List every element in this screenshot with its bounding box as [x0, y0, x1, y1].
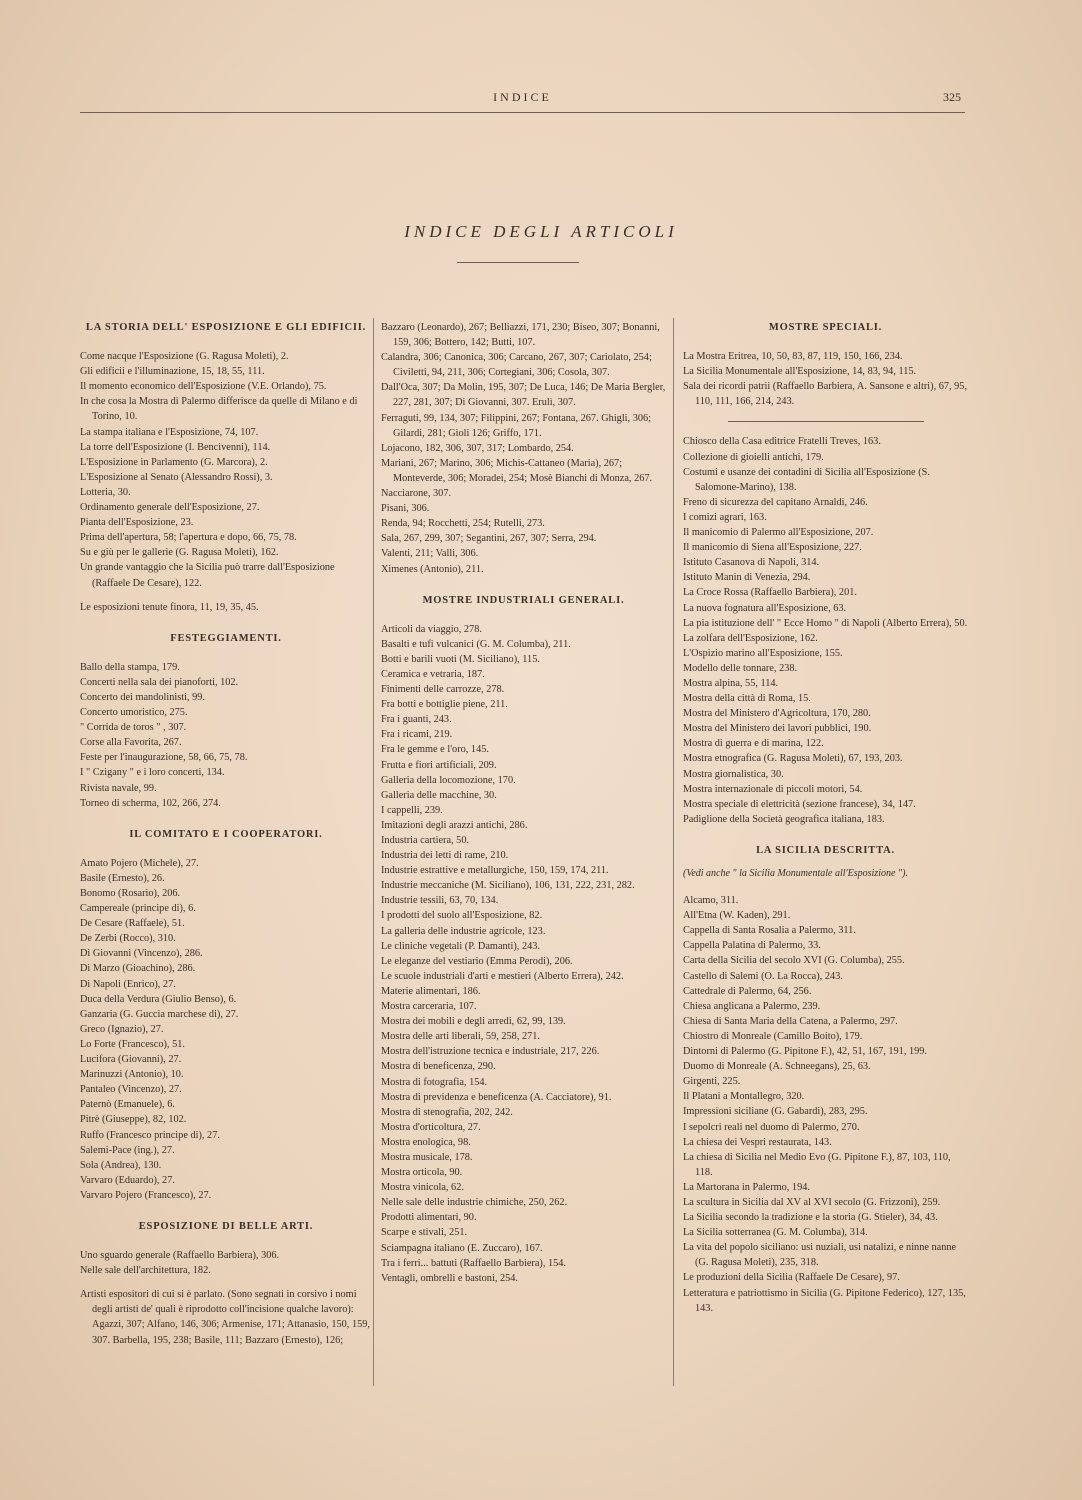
index-entry: Dall'Oca, 307; Da Molin, 195, 307; De Luca, 146; De Maria Bergler, 227, 281, 307; Di Giovanni, 307. Erulì, 307.: [381, 382, 666, 409]
column-divider: [673, 318, 674, 1386]
index-entry: Ordinamento generale dell'Esposizione, 27.: [80, 502, 260, 514]
index-entry: I comizi agrari, 163.: [683, 511, 767, 523]
index-entry: Mostra di fotografia, 154.: [381, 1076, 488, 1088]
index-entry: La Mostra Eritrea, 10, 50, 83, 87, 119, 150, 166, 234.: [683, 351, 903, 363]
main-title: INDICE DEGLI ARTICOLI: [404, 222, 678, 241]
index-entry: Nacciarone, 307.: [381, 488, 452, 500]
index-entry: Mostra speciale di elettricità (sezione francese), 34, 147.: [683, 798, 916, 810]
index-entry: De Cesare (Raffaele), 51.: [80, 918, 185, 930]
index-entry: Come nacque l'Esposizione (G. Ragusa Moleti), 2.: [80, 351, 289, 363]
index-entry: L'Ospizio marino all'Esposizione, 155.: [683, 647, 843, 659]
index-entry: Prima dell'apertura, 58; l'apertura e dopo, 66, 75, 78.: [80, 532, 297, 544]
index-entry: Di Napoli (Enrico), 27.: [80, 978, 176, 990]
index-entry: Frutta e fiori artificiali, 209.: [381, 759, 497, 771]
index-entry: Torneo di scherma, 102, 266, 274.: [80, 797, 221, 809]
index-entry: Modello delle tonnare, 238.: [683, 662, 798, 674]
index-entry: Costumi e usanze dei contadini di Sicilia all'Esposizione (S. Salomone-Marino), 138.: [683, 466, 930, 493]
index-entry: Lojacono, 182, 306, 307, 317; Lombardo, 254.: [381, 442, 574, 454]
index-entry: Mostra vinicola, 62.: [381, 1182, 464, 1194]
index-entry: Valenti, 211; Valli, 306.: [381, 548, 479, 560]
index-entry: Fra botti e bottiglie piene, 211.: [381, 699, 508, 711]
index-entry: Mostra di guerra e di marina, 122.: [683, 738, 824, 750]
index-entry: Istituto Casanova di Napoli, 314.: [683, 557, 820, 569]
section-note: (Vedi anche " la Sicilia Monumentale all'Esposizione ").: [683, 868, 908, 879]
index-entry: Chiosco della Casa editrice Fratelli Treves, 163.: [683, 436, 881, 448]
index-entry: All'Etna (W. Kaden), 291.: [683, 910, 791, 922]
title-rule: [457, 262, 579, 263]
index-entry: Ganzaria (G. Guccia marchese di), 27.: [80, 1008, 239, 1020]
index-entry: I " Czigany " e i loro concerti, 134.: [80, 767, 225, 779]
running-title: INDICE: [493, 90, 552, 104]
index-entry: Pianta dell'Esposizione, 23.: [80, 517, 194, 529]
index-entry: Varvaro Pojero (Francesco), 27.: [80, 1189, 212, 1201]
column-divider: [373, 318, 374, 1386]
index-entry: Le esposizioni tenute finora, 11, 19, 35, 45.: [80, 601, 259, 613]
index-entry: Industria dei letti di rame, 210.: [381, 850, 509, 862]
index-entry: Sciampagna italiano (E. Zuccaro), 167.: [381, 1242, 543, 1254]
index-entry: Salemi-Pace (ing.), 27.: [80, 1144, 175, 1156]
index-entry: Industrie meccaniche (M. Siciliano), 106, 131, 222, 231, 282.: [381, 880, 635, 892]
index-entry: Il Platani a Montallegro, 320.: [683, 1091, 805, 1103]
index-entry: Mostra di stenografia, 202, 242.: [381, 1106, 513, 1118]
index-entry: Renda, 94; Rocchetti, 254; Rutelli, 273.: [381, 518, 545, 530]
index-entry: Mostra d'orticoltura, 27.: [381, 1121, 481, 1133]
index-column-2: [381, 320, 666, 1286]
section-title: FESTEGGIAMENTI.: [170, 632, 282, 644]
index-entry: Mostra della città di Roma, 15.: [683, 693, 811, 705]
index-entry: Padiglione della Società geografica italiana, 183.: [683, 813, 885, 825]
section-title: MOSTRE INDUSTRIALI GENERALI.: [422, 594, 625, 606]
index-entry: Le scuole industriali d'arti e mestieri (Alberto Errera), 242.: [381, 970, 624, 982]
index-entry: Pisani, 306.: [381, 503, 430, 515]
index-entry: Ceramica e vetraria, 187.: [381, 668, 485, 680]
index-entry: Collezione di gioielli antichi, 179.: [683, 451, 824, 463]
index-entry: La chiesa di Sicilia nel Medio Evo (G. Pipitone F.), 87, 103, 110, 118.: [683, 1151, 951, 1178]
index-entry: Mostra del Ministero d'Agricoltura, 170, 280.: [683, 708, 871, 720]
index-entry: Fra le gemme e l'oro, 145.: [381, 744, 489, 756]
index-entry: Cattedrale di Palermo, 64, 256.: [683, 985, 812, 997]
index-entry: Duca della Verdura (Giulio Benso), 6.: [80, 993, 237, 1005]
index-entry: La vita del popolo siciliano: usi nuziali, usi natalizi, e ninne nanne (G. Ragusa Moleti), 235, 318.: [683, 1242, 957, 1269]
index-entry: Corse alla Favorita, 267.: [80, 737, 182, 749]
index-entry: Tra i ferri... battuti (Raffaello Barbiera), 154.: [381, 1257, 567, 1269]
index-entry: Sola (Andrea), 130.: [80, 1159, 162, 1171]
index-entry: Di Giovanni (Vincenzo), 286.: [80, 948, 203, 960]
index-entry: Su e giù per le gallerie (G. Ragusa Moleti), 162.: [80, 547, 279, 559]
index-entry: Alcamo, 311.: [683, 895, 739, 907]
index-entry: Un grande vantaggio che la Sicilia può trarre dall'Esposizione (Raffaele De Cesare), 122.: [80, 562, 335, 589]
index-entry: Mostra giornalistica, 30.: [683, 768, 784, 780]
index-entry: Mostra dei mobili e degli arredi, 62, 99, 139.: [381, 1016, 566, 1028]
index-column-1: [80, 320, 372, 1348]
index-entry: Greco (Ignazio), 27.: [80, 1023, 164, 1035]
index-entry: Nelle sale delle industrie chimiche, 250, 262.: [381, 1197, 568, 1209]
index-entry: La galleria delle industrie agricole, 123.: [381, 925, 546, 937]
index-entry: La Sicilia secondo la tradizione e la storia (G. Stieler), 34, 43.: [683, 1212, 938, 1224]
index-entry: Il manicomio di Siena all'Esposizione, 227.: [683, 542, 862, 554]
index-entry: Mostra di beneficenza, 290.: [381, 1061, 496, 1073]
index-entry: Cappella di Santa Rosalia a Palermo, 311.: [683, 925, 856, 937]
index-entry: Ventagli, ombrelli e bastoni, 254.: [381, 1272, 518, 1284]
index-entry: Pantaleo (Vincenzo), 27.: [80, 1084, 182, 1096]
index-entry: Girgenti, 225.: [683, 1076, 741, 1088]
index-entry: La chiesa dei Vespri restaurata, 143.: [683, 1136, 832, 1148]
section-title: ESPOSIZIONE DI BELLE ARTI.: [138, 1220, 314, 1232]
section-title: IL COMITATO E I COOPERATORI.: [129, 828, 323, 840]
index-entry: Ruffo (Francesco principe di), 27.: [80, 1129, 220, 1141]
index-entry: Finimenti delle carrozze, 278.: [381, 684, 505, 696]
index-entry: Bazzaro (Leonardo), 267; Belliazzi, 171, 230; Biseo, 307; Bonanni, 159, 306; Bottero, 142; Butti, 107.: [381, 322, 660, 349]
index-column-3: [683, 320, 968, 1316]
index-entry: Nelle sale dell'architettura, 182.: [80, 1265, 211, 1277]
index-entry: Il momento economico dell'Esposizione (V.E. Orlando), 75.: [80, 381, 327, 393]
index-entry: Lucifora (Giovanni), 27.: [80, 1054, 182, 1066]
index-entry: Fra i ricami, 219.: [381, 729, 453, 741]
index-entry: Letteratura e patriottismo in Sicilia (G. Pipitone Federico), 127, 135, 143.: [683, 1287, 966, 1314]
index-entry: Mostra del Ministero dei lavori pubblici, 190.: [683, 723, 872, 735]
section-rule: [728, 421, 924, 422]
index-entry: Bonomo (Rosario), 206.: [80, 888, 181, 899]
index-entry: La Martorana in Palermo, 194.: [683, 1181, 810, 1193]
index-entry: Dintorni di Palermo (G. Pipitone F.), 42, 51, 167, 191, 199.: [683, 1046, 928, 1058]
index-entry: Campereale (principe di), 6.: [80, 903, 196, 915]
index-entry: Scarpe e stivali, 251.: [381, 1227, 468, 1239]
index-entry: Amato Pojero (Michele), 27.: [80, 857, 199, 869]
index-entry: Concerti nella sala dei pianoforti, 102.: [80, 676, 239, 688]
index-entry: Chiesa di Santa Maria della Catena, a Palermo, 297.: [683, 1015, 898, 1027]
index-entry: Lo Forte (Francesco), 51.: [80, 1038, 185, 1050]
index-entry: Di Marzo (Gioachino), 286.: [80, 963, 196, 975]
index-entry: Mostra dell'istruzione tecnica e industriale, 217, 226.: [381, 1046, 600, 1058]
index-entry: Mostra delle arti liberali, 59, 258, 271.: [381, 1031, 540, 1043]
index-entry: I prodotti del suolo all'Esposizione, 82.: [381, 910, 543, 922]
index-entry: Galleria delle macchine, 30.: [381, 789, 497, 801]
index-entry: La Sicilia sotterranea (G. M. Columba), 314.: [683, 1227, 868, 1239]
index-entry: Il manicomio di Palermo all'Esposizione, 207.: [683, 527, 874, 539]
index-entry: I cappelli, 239.: [381, 804, 443, 816]
index-entry: Uno sguardo generale (Raffaello Barbiera), 306.: [80, 1250, 280, 1262]
index-entry: Pitrè (Giuseppe), 82, 102.: [80, 1114, 187, 1126]
index-entry: La Sicilia Monumentale all'Esposizione, 14, 83, 94, 115.: [683, 366, 917, 378]
index-entry: Galleria della locomozione, 170.: [381, 774, 516, 786]
index-entry: Le cliniche vegetali (P. Damanti), 243.: [381, 940, 540, 952]
index-entry: Articoli da viaggio, 278.: [381, 623, 482, 635]
index-entry: Materie alimentari, 186.: [381, 985, 481, 997]
index-entry: Carta della Sicilia del secolo XVI (G. Columba), 255.: [683, 955, 905, 967]
index-entry: Fra i guanti, 243.: [381, 714, 452, 726]
index-entry: La zolfara dell'Esposizione, 162.: [683, 632, 818, 644]
index-entry: Mostra etnografica (G. Ragusa Moleti), 67, 193, 203.: [683, 753, 903, 765]
index-entry: Imitazioni degli arazzi antichi, 286.: [381, 819, 528, 831]
index-entry: Industrie tessili, 63, 70, 134.: [381, 895, 499, 907]
index-entry: Ximenes (Antonio), 211.: [381, 563, 484, 575]
section-title: LA SICILIA DESCRITTA.: [756, 844, 895, 856]
index-entry: Marinuzzi (Antonio), 10.: [80, 1069, 184, 1081]
index-entry: Artisti espositori di cui si è parlato. (Sono segnati in corsivo i nomi degli artisti de' quali è riprodotto coll'incisione qualche lavoro): Agazzi, 307; Alfano, 146, 306; Armenise, 171; Attanasio, 150, 159, 307. Barbella, 195, 238; Basile, 111; Bazzaro (Ernesto), 126;: [80, 1289, 370, 1346]
index-entry: La nuova fognatura all'Esposizione, 63.: [683, 602, 847, 614]
index-entry: Duomo di Monreale (A. Schneegans), 25, 63.: [683, 1061, 871, 1073]
running-head: [80, 90, 965, 113]
index-entry: L'Esposizione in Parlamento (G. Marcora), 2.: [80, 456, 268, 468]
index-entry: Calandra, 306; Canonica, 306; Carcano, 267, 307; Cariolato, 254; Civiletti, 94, 211, 306; Cortegiani, 306; Cosola, 307.: [381, 352, 652, 379]
index-entry: Gli edificii e l'illuminazione, 15, 18, 55, 111.: [80, 366, 265, 378]
index-entry: La scultura in Sicilia dal XV al XVI secolo (G. Frizzoni), 259.: [683, 1196, 941, 1208]
index-entry: I sepolcri reali nel duomo di Palermo, 270.: [683, 1121, 860, 1133]
index-entry: La Croce Rossa (Raffaello Barbiera), 201.: [683, 587, 857, 599]
index-entry: Chiesa anglicana a Palermo, 239.: [683, 1000, 821, 1012]
index-entry: Mostra enologica, 98.: [381, 1136, 471, 1148]
index-entry: Le produzioni della Sicilia (Raffaele De Cesare), 97.: [683, 1272, 900, 1284]
index-entry: Mariani, 267; Marino, 306; Michis-Cattaneo (Maria), 267; Monteverde, 306; Moradei, 254; Mosè Bianchi di Monza, 267.: [381, 457, 653, 484]
section-title: MOSTRE SPECIALI.: [768, 322, 883, 333]
index-entry: Castello di Salemi (O. La Rocca), 243.: [683, 970, 843, 982]
index-entry: Ballo della stampa, 179.: [80, 661, 180, 673]
index-entry: Mostra alpina, 55, 114.: [683, 677, 779, 689]
index-entry: Basalti e tufi vulcanici (G. M. Columba), 211.: [381, 638, 571, 650]
index-entry: La pia istituzione dell' " Ecce Homo " di Napoli (Alberto Errera), 50.: [683, 617, 968, 629]
index-entry: Feste per l'inaugurazione, 58, 66, 75, 78.: [80, 752, 248, 764]
index-entry: " Corrida de toros " , 307.: [80, 722, 187, 734]
index-entry: Industrie estrattive e metallurgiche, 150, 159, 174, 211.: [381, 865, 609, 877]
index-entry: Basile (Ernesto), 26.: [80, 872, 165, 884]
index-entry: Mostra di previdenza e beneficenza (A. Cacciatore), 91.: [381, 1091, 612, 1103]
section-title: LA STORIA DELL' ESPOSIZIONE E GLI EDIFICII.: [85, 322, 367, 333]
index-entry: La torre dell'Esposizione (I. Bencivenni), 114.: [80, 441, 271, 453]
index-entry: Concerto umoristico, 275.: [80, 707, 188, 719]
index-entry: Rivista navale, 99.: [80, 782, 157, 794]
index-entry: Mostra musicale, 178.: [381, 1151, 473, 1163]
index-entry: L'Esposizione al Senato (Alessandro Rossi), 3.: [80, 471, 273, 483]
index-entry: Istituto Manin di Venezia, 294.: [683, 572, 811, 584]
index-entry: Chiostro di Monreale (Camillo Boito), 179.: [683, 1030, 863, 1042]
index-entry: Concerto dei mandolinisti, 99.: [80, 691, 205, 703]
index-entry: Varvaro (Eduardo), 27.: [80, 1174, 175, 1186]
index-entry: Le eleganze del vestiario (Emma Perodi), 206.: [381, 955, 573, 967]
index-entry: Paternò (Emanuele), 6.: [80, 1099, 175, 1111]
index-entry: Lotteria, 30.: [80, 486, 131, 498]
index-entry: Industria cartiera, 50.: [381, 835, 470, 846]
index-entry: Prodotti alimentari, 90.: [381, 1212, 477, 1224]
index-entry: Ferraguti, 99, 134, 307; Filippini, 267; Fontana, 267. Ghigli, 306; Gilardi, 281; Gioli 126; Griffo, 171.: [381, 412, 652, 439]
index-entry: In che cosa la Mostra di Palermo differisce da quelle di Milano e di Torino, 10.: [80, 396, 358, 423]
index-entry: Mostra carceraria, 107.: [381, 1001, 477, 1013]
index-entry: Sala, 267, 299, 307; Segantini, 267, 307; Serra, 294.: [381, 533, 597, 545]
index-entry: Freno di sicurezza del capitano Arnaldi, 246.: [683, 496, 868, 508]
index-entry: Sala dei ricordi patrii (Raffaello Barbiera, A. Sansone e altri), 67, 95, 110, 111, 166, 214, 243.: [683, 381, 968, 408]
index-entry: De Zerbi (Rocco), 310.: [80, 933, 176, 945]
page-number: 325: [943, 90, 961, 104]
index-entry: Cappella Palatina di Palermo, 33.: [683, 940, 821, 952]
index-entry: La stampa italiana e l'Esposizione, 74, 107.: [80, 426, 259, 438]
index-entry: Impressioni siciliane (G. Gabardi), 283, 295.: [683, 1106, 868, 1118]
index-entry: Botti e barili vuoti (M. Siciliano), 115.: [381, 653, 540, 665]
index-entry: Mostra internazionale di piccoli motori, 54.: [683, 783, 863, 795]
index-entry: Mostra orticola, 90.: [381, 1167, 463, 1179]
